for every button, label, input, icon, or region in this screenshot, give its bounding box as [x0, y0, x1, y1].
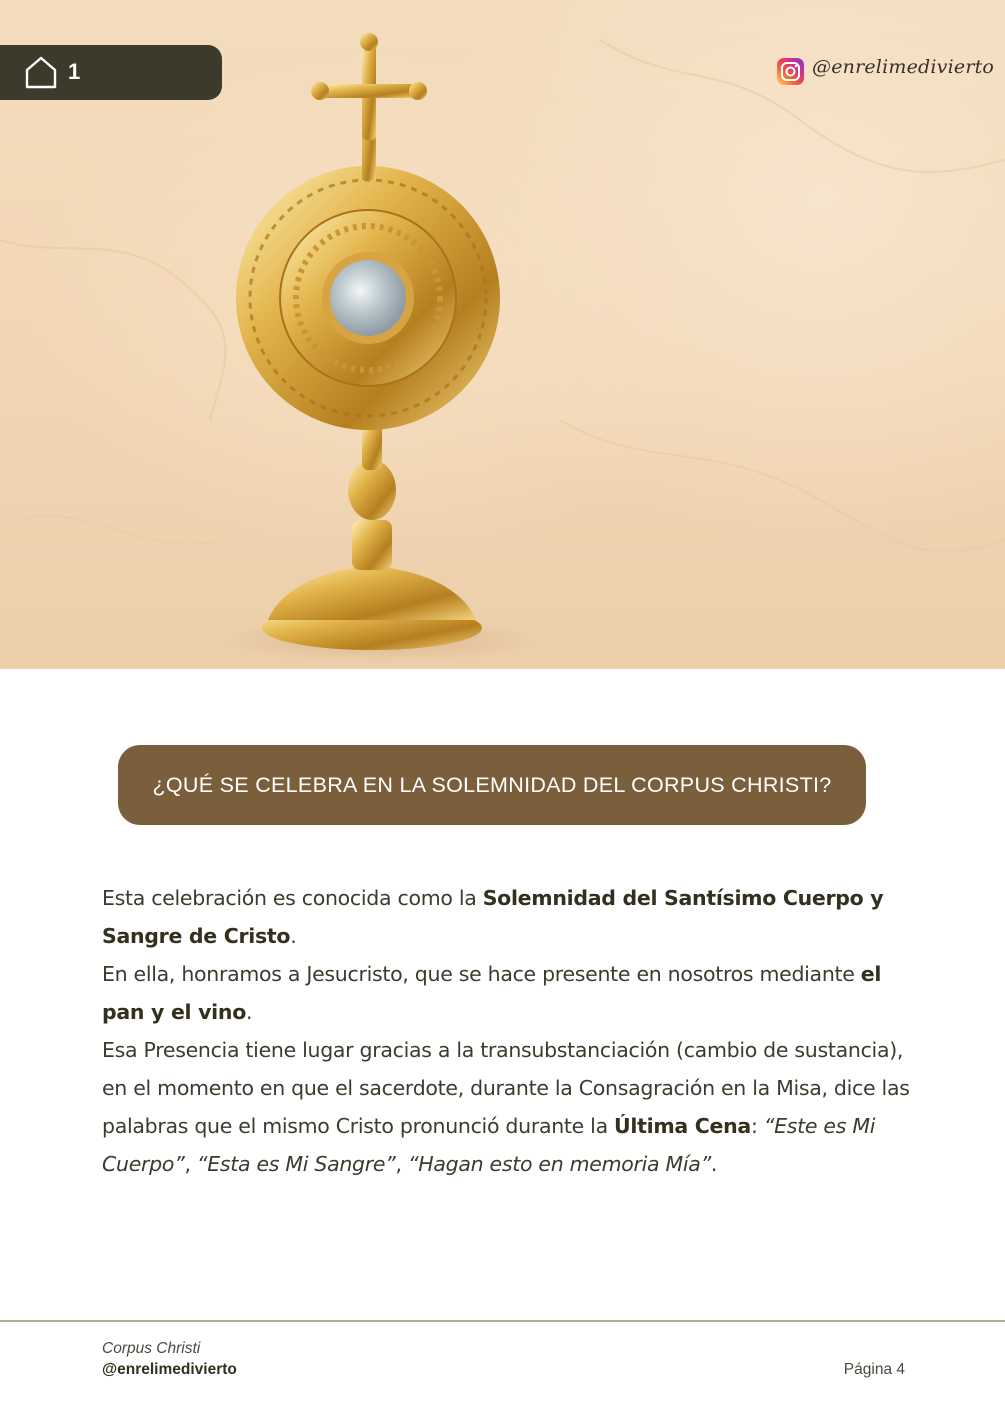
- section-heading-text: ¿QUÉ SE CELEBRA EN LA SOLEMNIDAD DEL CORPUS CHRISTI?: [152, 772, 832, 797]
- section-heading: [118, 745, 866, 825]
- instagram-icon: [777, 58, 804, 85]
- footer-handle: @enrelimedivierto: [102, 1361, 237, 1378]
- social-handle[interactable]: @enrelimedivierto: [812, 56, 995, 78]
- hero-image: [0, 0, 1005, 669]
- page-number: Página 4: [843, 1361, 905, 1378]
- footer-title: Corpus Christi: [102, 1340, 201, 1357]
- page-badge[interactable]: [0, 45, 222, 100]
- paragraph-1: Esta celebración es conocida como la Solemnidad del Santísimo Cuerpo y Sangre de Cristo.: [102, 886, 884, 948]
- home-icon: [24, 54, 58, 90]
- paragraph-2: En ella, honramos a Jesucristo, que se hace presente en nosotros mediante el pan y el vino.: [102, 962, 882, 1024]
- body-text: [102, 879, 922, 1183]
- page-badge-number: 1: [68, 59, 81, 84]
- footer-divider: [0, 1320, 1005, 1322]
- paragraph-3: Esa Presencia tiene lugar gracias a la transubstanciación (cambio de sustancia), en el momento en que el sacerdote, durante la Consagración en la Misa, dice las palabras que el mismo Cristo pronunció durante la Última Cena: “Este es Mi Cuerpo”, “Esta es Mi Sangre”, “Hagan esto en memoria Mía”.: [102, 1038, 910, 1176]
- monstrance-photo: [0, 0, 1005, 669]
